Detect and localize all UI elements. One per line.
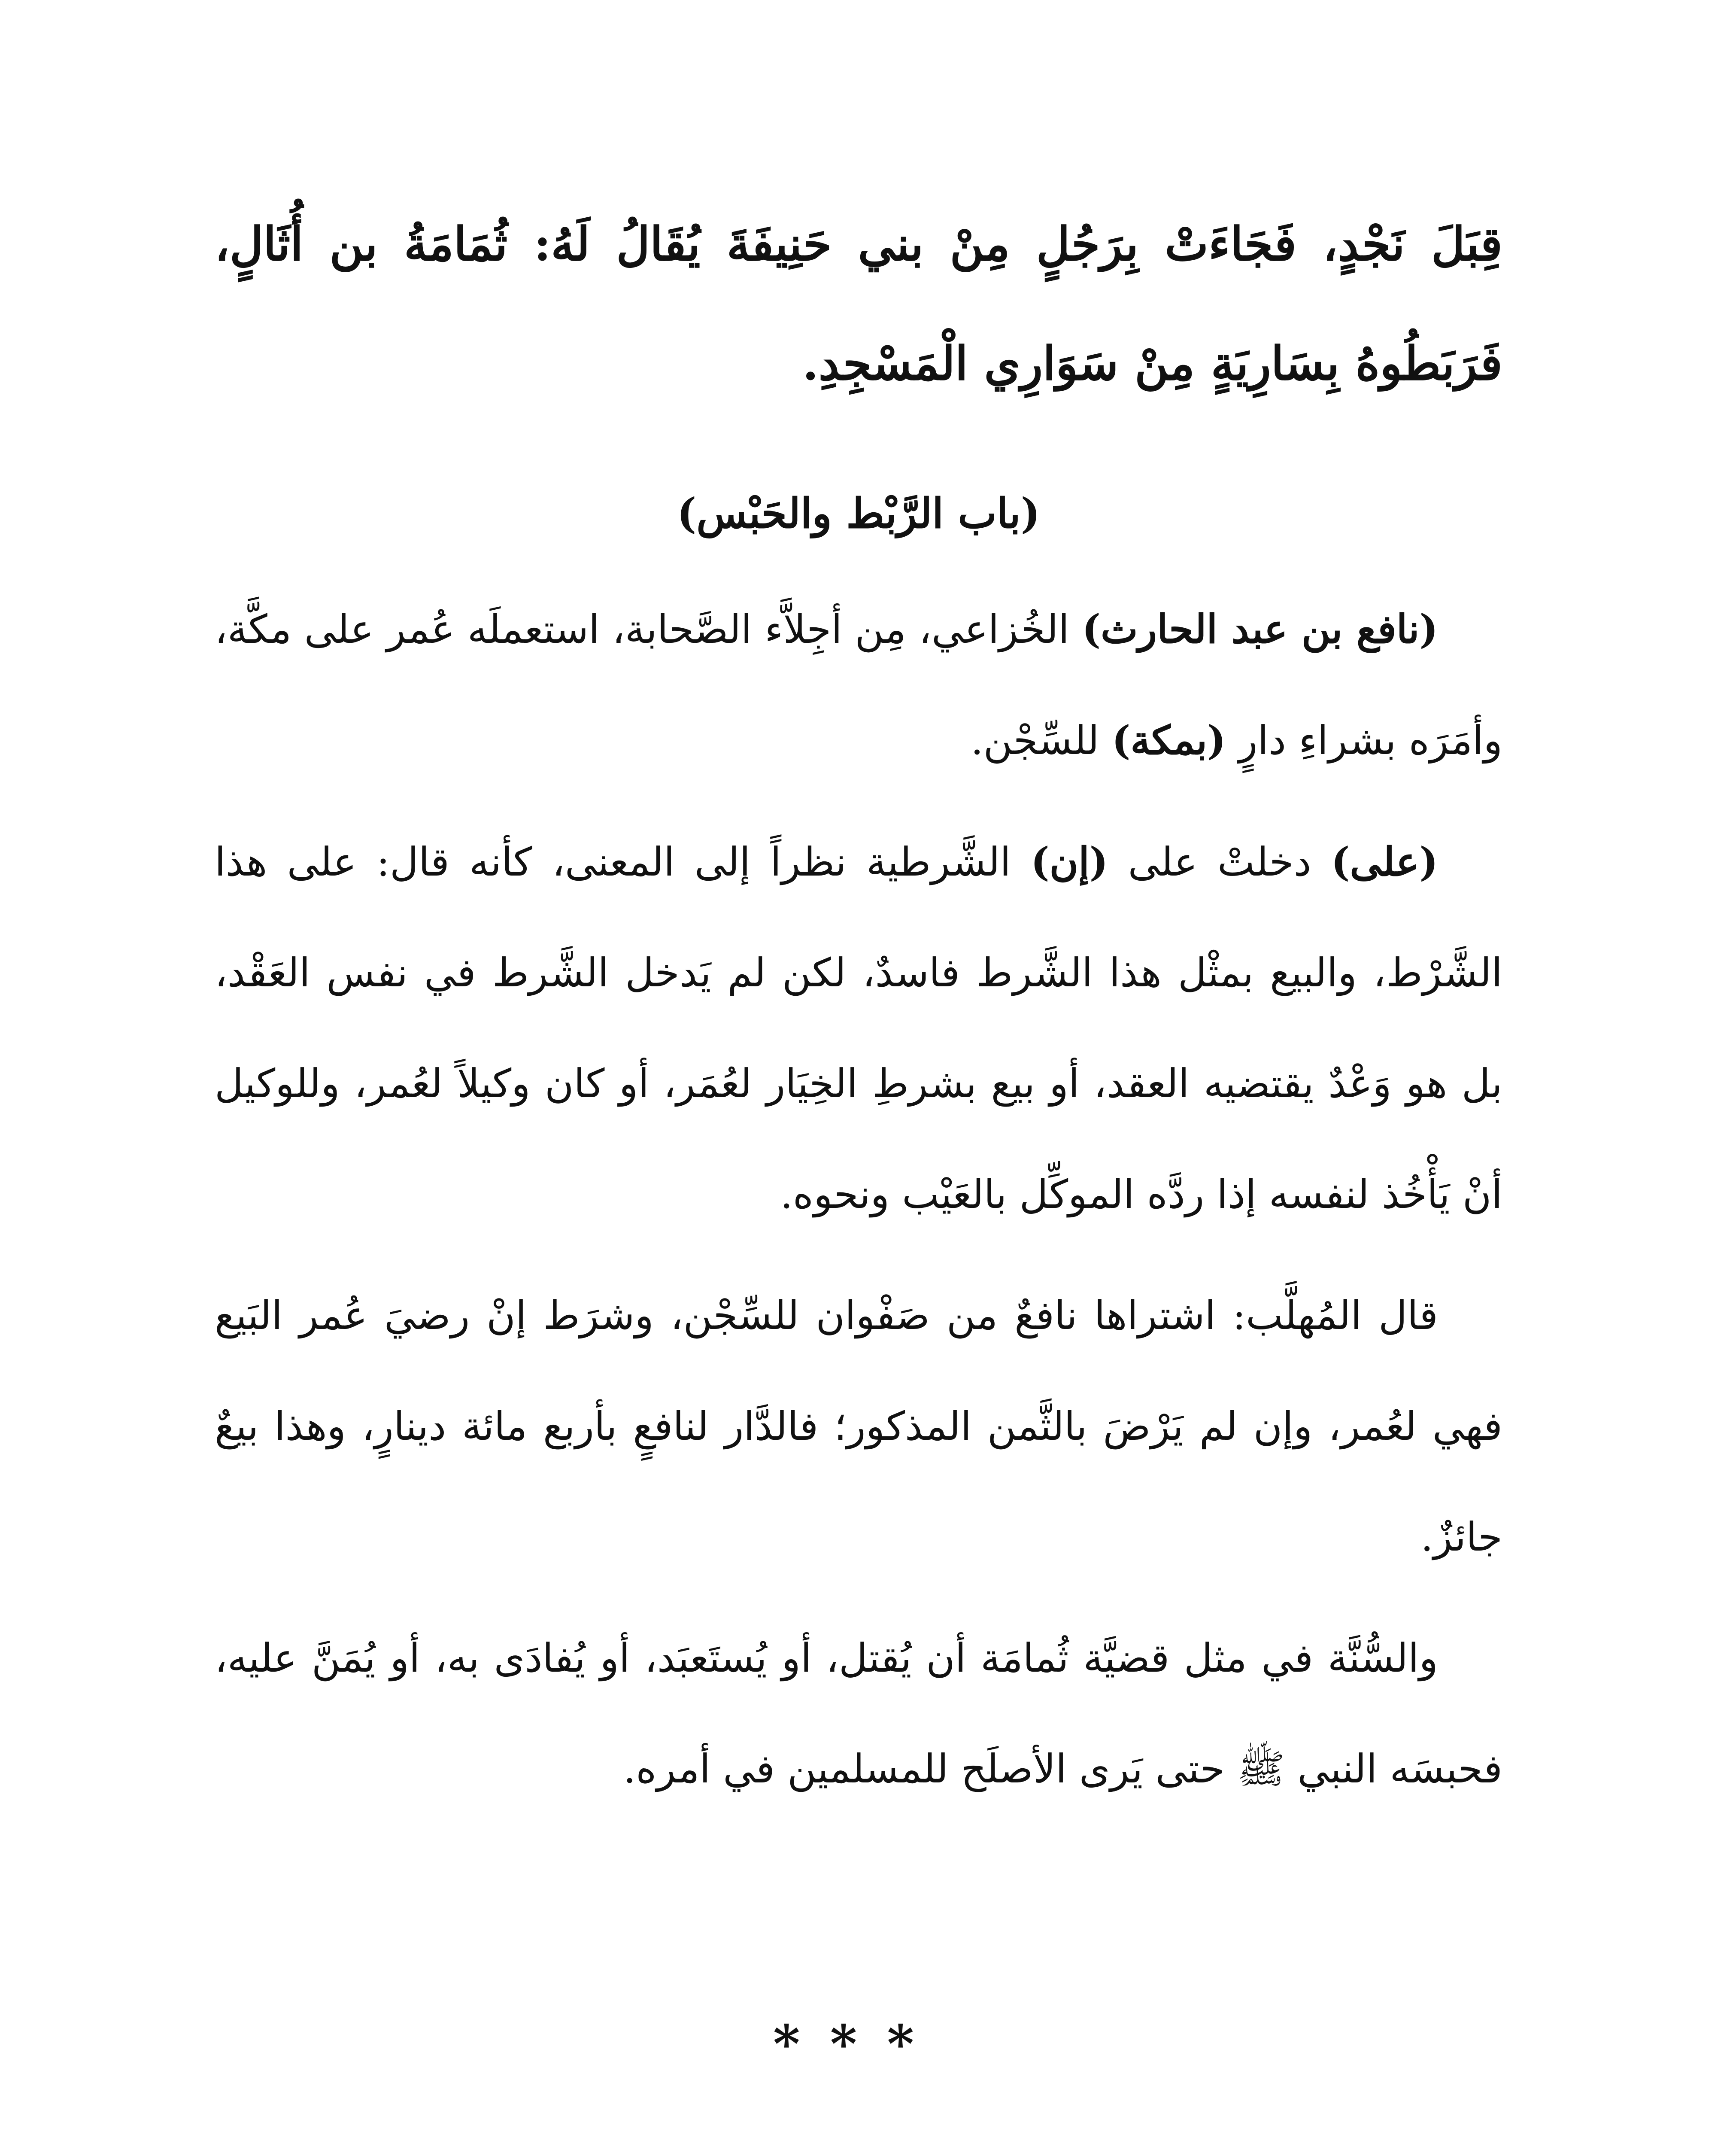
paragraph-text: الخُزاعي، مِن أجِلاَّء الصَّحابة، استعملَه عُمر على مكَّة، وأمَرَه بشراءِ دارٍ — [215, 606, 1502, 763]
section-title: (باب الرَّبْط والحَبْس) — [677, 489, 1041, 538]
paragraph-text: للسِّجْن. — [971, 718, 1112, 763]
paragraph-text: دخلتْ على — [1108, 839, 1331, 885]
paragraph-nafi — [215, 574, 1502, 796]
hadith-text: قِبَلَ نَجْدٍ، فَجَاءَتْ بِرَجُلٍ مِنْ بني حَنِيفَةَ يُقَالُ لَهُ: ثُمَامَةُ بن أُثَالٍ، فَرَبَطُوهُ بِسَارِيَةٍ مِنْ سَوَارِي الْمَسْجِدِ. — [215, 217, 1502, 391]
bold-term: (إن) — [1031, 839, 1108, 885]
bold-name: (نافع بن عبد الحارث) — [1082, 606, 1438, 652]
section-separator: *** — [773, 2014, 944, 2074]
paragraph-text: الشَّرطية نظراً إلى المعنى، كأنه قال: على هذا الشَّرْط، والبيع بمثْل هذا الشَّرط فاسدٌ، لكن لم يَدخل الشَّرط في نفس العَقْد، بل هو وَعْدٌ يقتضيه العقد، أو بيع بشرطِ الخِيَار لعُمَر، أو كان وكيلاً لعُمر، وللوكيل أنْ يَأْخُذ لنفسه إذا ردَّه الموكِّل بالعَيْب ونحوه. — [215, 839, 1502, 1217]
paragraph-muhallab: قال المُهلَّب: اشتراها نافعٌ من صَفْوان للسِّجْن، وشرَط إنْ رضيَ عُمر البَيع فهي لعُمر، وإن لم يَرْضَ بالثَّمن المذكور؛ فالدَّار لنافعٍ بأربع مائة دينارٍ، وهذا بيعٌ جائزٌ. — [215, 1292, 1502, 1560]
paragraph-ala — [215, 806, 1502, 1250]
paragraph-sunnah: والسُّنَّة في مثل قضيَّة ثُمامَة أن يُقتل، أو يُستَعبَد، أو يُفادَى به، أو يُمَنَّ عليه، فحبسَه النبي ﷺ حتى يَرى الأصلَح للمسلمين في أمره. — [215, 1635, 1502, 1792]
document-page — [215, 185, 1502, 2147]
bold-term: (على) — [1331, 839, 1438, 885]
bold-place: (بمكة) — [1111, 717, 1226, 763]
